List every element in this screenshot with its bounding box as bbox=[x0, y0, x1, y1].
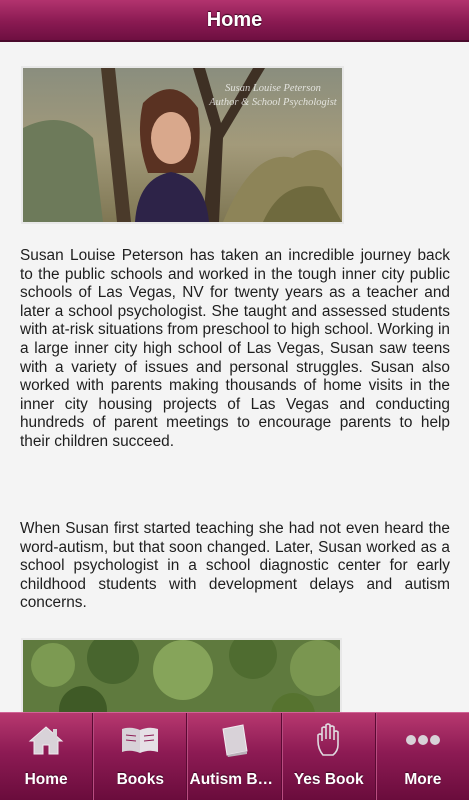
home-icon bbox=[28, 725, 64, 755]
content-area[interactable] bbox=[0, 44, 469, 712]
tab-books-label: Books bbox=[116, 771, 164, 788]
tab-more-label: More bbox=[404, 771, 442, 788]
tab-autism-books[interactable] bbox=[187, 713, 281, 800]
photo-caption-text: Susan Louise Peterson Author & School Psychologist bbox=[209, 83, 337, 108]
hand-icon bbox=[314, 725, 344, 755]
page-title: Home bbox=[206, 8, 263, 31]
bottom-tab-bar bbox=[0, 712, 469, 800]
open-book-icon bbox=[120, 725, 160, 755]
more-dots-icon bbox=[405, 725, 441, 755]
book-icon bbox=[219, 725, 251, 755]
tab-home-label: Home bbox=[24, 771, 68, 788]
tab-autism-books-label: Autism Bo... bbox=[189, 771, 280, 788]
tab-more[interactable] bbox=[376, 713, 469, 800]
second-photo bbox=[21, 638, 342, 712]
bio-paragraph-1: Susan Louise Peterson has taken an incredible journey back to the public schools and worked in the tough inner city public schools of Las Vegas, NV for twenty years as a teacher and later a school psychologist. She taught and assessed students with at-risk situations from preschool to high school. Working in a large inner city high school of Las Vegas, Susan saw teens with a variety of issues and personal struggles. Susan also worked with parents making thousands of home visits in the inner city housing projects of Las Vegas and conducting hundreds of parent meetings to encourage parents to help their children succeed. bbox=[20, 247, 450, 450]
tab-yes-book-label: Yes Book bbox=[293, 771, 364, 788]
tab-books[interactable] bbox=[93, 713, 187, 800]
tab-yes-book[interactable] bbox=[282, 713, 376, 800]
tab-home[interactable] bbox=[0, 713, 93, 800]
bio-paragraph-2: When Susan first started teaching she had not even heard the word-autism, but that soon changed. Later, Susan worked as a school psychologist in a school diagnostic center for early childhood students with development delays and autism concerns. bbox=[20, 520, 450, 612]
author-photo bbox=[21, 66, 344, 224]
header-bar bbox=[0, 0, 469, 42]
